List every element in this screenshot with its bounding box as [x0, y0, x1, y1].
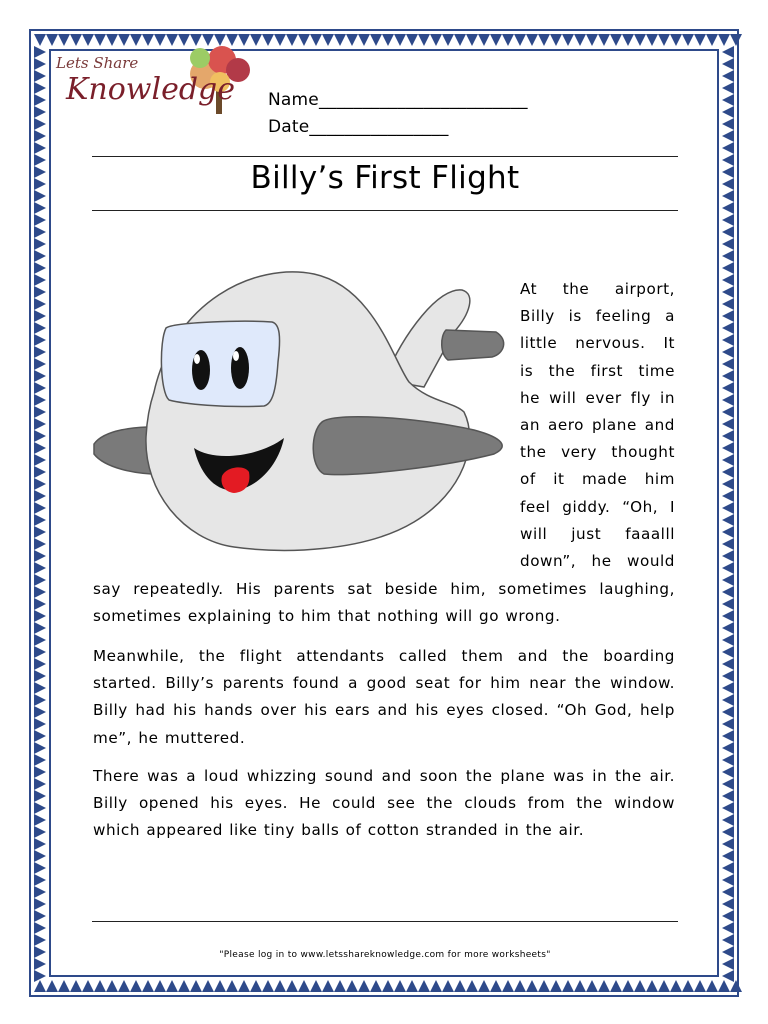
border-triangle: [722, 406, 734, 418]
border-triangle: [730, 34, 742, 46]
border-triangle: [34, 562, 46, 574]
border-triangle: [722, 370, 734, 382]
border-triangle: [722, 946, 734, 958]
border-triangle: [370, 980, 382, 992]
border-triangle: [34, 766, 46, 778]
border-triangle: [70, 980, 82, 992]
border-triangle: [34, 226, 46, 238]
border-triangle: [694, 980, 706, 992]
border-triangle: [286, 980, 298, 992]
border-triangle: [706, 34, 718, 46]
border-triangle: [34, 646, 46, 658]
border-triangle: [34, 706, 46, 718]
border-triangle: [34, 526, 46, 538]
border-triangle: [34, 46, 46, 58]
border-triangle: [34, 106, 46, 118]
border-triangle: [598, 34, 610, 46]
border-triangle: [722, 862, 734, 874]
border-triangle: [722, 106, 734, 118]
border-triangle: [34, 754, 46, 766]
border-triangle: [142, 980, 154, 992]
border-triangle: [34, 406, 46, 418]
border-triangle: [562, 34, 574, 46]
border-triangle: [34, 586, 46, 598]
border-triangle: [634, 980, 646, 992]
border-triangle: [34, 790, 46, 802]
border-triangle: [370, 34, 382, 46]
border-triangle: [646, 34, 658, 46]
border-triangle: [722, 118, 734, 130]
border-triangle: [34, 358, 46, 370]
border-triangle: [82, 980, 94, 992]
border-triangle: [382, 34, 394, 46]
border-triangle: [658, 980, 670, 992]
border-triangle: [722, 970, 734, 982]
border-triangle: [722, 814, 734, 826]
border-triangle: [722, 670, 734, 682]
border-triangle: [298, 34, 310, 46]
divider-bottom: [92, 921, 678, 922]
footer-note: "Please log in to www.letsshareknowledge.com for more worksheets": [219, 950, 551, 960]
border-triangle: [526, 34, 538, 46]
border-triangle: [722, 910, 734, 922]
logo-text-top: Lets Share: [56, 54, 139, 72]
border-triangle: [34, 838, 46, 850]
border-triangle: [34, 910, 46, 922]
border-triangle: [34, 574, 46, 586]
border-triangle: [722, 502, 734, 514]
story-line: feel giddy. “Oh, I: [520, 497, 675, 516]
border-triangle: [346, 34, 358, 46]
border-triangle: [334, 34, 346, 46]
border-triangle: [34, 980, 46, 992]
story-line: down”, he would: [520, 552, 675, 571]
border-triangle: [298, 980, 310, 992]
border-triangle: [34, 730, 46, 742]
border-triangle: [722, 334, 734, 346]
border-triangle: [34, 742, 46, 754]
border-triangle: [418, 980, 430, 992]
story-line: will just faaalll: [520, 524, 675, 543]
border-triangle: [34, 718, 46, 730]
border-triangle: [722, 274, 734, 286]
border-triangle: [722, 70, 734, 82]
border-triangle: [34, 934, 46, 946]
border-triangle: [722, 562, 734, 574]
border-triangle: [34, 154, 46, 166]
border-triangle: [722, 766, 734, 778]
border-triangle: [214, 980, 226, 992]
border-triangle: [454, 34, 466, 46]
border-triangle: [34, 238, 46, 250]
border-triangle: [442, 980, 454, 992]
border-triangle: [722, 550, 734, 562]
border-triangle: [722, 94, 734, 106]
border-triangle: [722, 298, 734, 310]
border-triangle: [346, 980, 358, 992]
border-triangle: [722, 466, 734, 478]
border-triangle: [190, 980, 202, 992]
border-triangle: [722, 190, 734, 202]
border-triangle: [722, 478, 734, 490]
page-title: Billy’s First Flight: [250, 160, 520, 196]
name-field-label: Name________________________: [268, 90, 528, 110]
border-triangle: [34, 298, 46, 310]
border-triangle: [34, 370, 46, 382]
border-triangle: [722, 454, 734, 466]
border-triangle: [722, 838, 734, 850]
border-triangle: [238, 980, 250, 992]
border-triangle: [34, 166, 46, 178]
border-triangle: [442, 34, 454, 46]
border-triangle: [34, 286, 46, 298]
border-triangle: [34, 94, 46, 106]
border-triangle: [514, 980, 526, 992]
border-triangle: [274, 980, 286, 992]
border-triangle: [34, 874, 46, 886]
border-triangle: [718, 980, 730, 992]
border-triangle: [34, 382, 46, 394]
border-triangle: [722, 886, 734, 898]
border-triangle: [34, 922, 46, 934]
border-triangle: [34, 430, 46, 442]
border-triangle: [34, 70, 46, 82]
border-triangle: [262, 34, 274, 46]
border-triangle: [154, 980, 166, 992]
border-triangle: [722, 250, 734, 262]
border-triangle: [722, 166, 734, 178]
story-line: the very thought: [520, 443, 675, 462]
border-triangle: [722, 442, 734, 454]
border-triangle: [478, 34, 490, 46]
border-triangle: [322, 34, 334, 46]
border-triangle: [646, 980, 658, 992]
border-triangle: [514, 34, 526, 46]
border-triangle: [34, 622, 46, 634]
story-paragraph-3: There was a loud whizzing sound and soon the plane was in the air. Billy opened his eyes. He could see the clouds from the window which appeared like tiny balls of cotton stranded in the air.: [93, 767, 675, 840]
border-triangle: [722, 598, 734, 610]
border-triangle: [394, 34, 406, 46]
border-triangle: [622, 980, 634, 992]
border-triangle: [46, 980, 58, 992]
border-triangle: [586, 980, 598, 992]
border-triangle: [722, 130, 734, 142]
border-triangle: [34, 454, 46, 466]
border-triangle: [34, 670, 46, 682]
border-triangle: [430, 34, 442, 46]
border-triangle: [34, 214, 46, 226]
border-triangle: [34, 958, 46, 970]
border-triangle: [610, 34, 622, 46]
border-triangle: [502, 980, 514, 992]
border-triangle: [706, 980, 718, 992]
border-triangle: [722, 574, 734, 586]
border-triangle: [722, 934, 734, 946]
border-triangle: [722, 634, 734, 646]
border-triangle: [722, 178, 734, 190]
border-triangle: [722, 958, 734, 970]
border-triangle: [34, 946, 46, 958]
border-triangle: [722, 286, 734, 298]
border-triangle: [34, 826, 46, 838]
border-triangle: [562, 980, 574, 992]
border-triangle: [634, 34, 646, 46]
border-triangle: [622, 34, 634, 46]
border-triangle: [382, 980, 394, 992]
border-triangle: [202, 980, 214, 992]
border-triangle: [406, 34, 418, 46]
border-triangle: [722, 802, 734, 814]
border-triangle: [502, 34, 514, 46]
border-triangle: [34, 658, 46, 670]
border-triangle: [322, 980, 334, 992]
divider-title: [92, 210, 678, 211]
divider-top: [92, 156, 678, 157]
border-triangle: [466, 34, 478, 46]
border-triangle: [34, 478, 46, 490]
border-triangle: [722, 322, 734, 334]
border-triangle: [34, 502, 46, 514]
border-triangle: [226, 980, 238, 992]
border-triangle: [34, 802, 46, 814]
border-triangle: [722, 58, 734, 70]
story-paragraph-1-right: [520, 276, 675, 575]
border-triangle: [34, 310, 46, 322]
border-triangle: [34, 850, 46, 862]
border-triangle: [34, 394, 46, 406]
border-triangle: [722, 430, 734, 442]
border-triangle: [722, 790, 734, 802]
border-triangle: [722, 394, 734, 406]
border-triangle: [722, 730, 734, 742]
border-triangle: [34, 178, 46, 190]
border-triangle: [722, 310, 734, 322]
border-triangle: [490, 980, 502, 992]
border-triangle: [722, 706, 734, 718]
border-triangle: [418, 34, 430, 46]
border-triangle: [406, 980, 418, 992]
border-triangle: [286, 34, 298, 46]
story-line: is the first time: [520, 361, 675, 380]
border-triangle: [394, 980, 406, 992]
border-triangle: [262, 980, 274, 992]
border-triangle: [722, 874, 734, 886]
border-triangle: [358, 34, 370, 46]
border-triangle: [722, 142, 734, 154]
border-triangle: [550, 34, 562, 46]
border-triangle: [334, 980, 346, 992]
border-triangle: [550, 980, 562, 992]
border-triangle: [250, 980, 262, 992]
story-paragraph-1-continued: say repeatedly. His parents sat beside him, sometimes laughing, sometimes explaining to him that nothing will go wrong.: [93, 580, 675, 626]
border-triangle: [34, 190, 46, 202]
border-triangle: [34, 598, 46, 610]
border-triangle: [34, 778, 46, 790]
border-triangle: [694, 34, 706, 46]
border-triangle: [34, 34, 46, 46]
border-triangle: [722, 382, 734, 394]
border-triangle: [34, 118, 46, 130]
border-triangle: [466, 980, 478, 992]
story-line: Billy is feeling a: [520, 307, 675, 326]
border-triangle: [34, 346, 46, 358]
border-triangle: [722, 490, 734, 502]
border-triangle: [34, 814, 46, 826]
border-triangle: [670, 34, 682, 46]
border-triangle: [722, 610, 734, 622]
logo-text-main: Knowledge: [66, 72, 235, 107]
border-triangle: [722, 922, 734, 934]
border-triangle: [34, 442, 46, 454]
border-triangle: [610, 980, 622, 992]
border-triangle: [34, 694, 46, 706]
border-triangle: [598, 980, 610, 992]
story-line: little nervous. It: [520, 334, 675, 353]
border-triangle: [34, 514, 46, 526]
story-line: of it made him: [520, 470, 675, 489]
border-triangle: [34, 202, 46, 214]
border-triangle: [34, 274, 46, 286]
border-triangle: [722, 514, 734, 526]
border-triangle: [118, 980, 130, 992]
border-triangle: [722, 538, 734, 550]
border-triangle: [722, 682, 734, 694]
border-triangle: [34, 490, 46, 502]
border-triangle: [34, 550, 46, 562]
story-line: he will ever fly in: [520, 388, 675, 407]
border-triangle: [34, 322, 46, 334]
border-triangle: [34, 262, 46, 274]
border-triangle: [178, 980, 190, 992]
border-triangle: [670, 980, 682, 992]
border-triangle: [722, 262, 734, 274]
border-triangle: [310, 34, 322, 46]
story-line: an aero plane and: [520, 416, 675, 435]
border-triangle: [722, 214, 734, 226]
border-triangle: [34, 538, 46, 550]
border-triangle: [34, 58, 46, 70]
border-triangle: [722, 46, 734, 58]
border-triangle: [538, 34, 550, 46]
border-triangle: [34, 862, 46, 874]
border-triangle: [34, 82, 46, 94]
border-triangle: [430, 980, 442, 992]
border-triangle: [722, 526, 734, 538]
border-triangle: [722, 418, 734, 430]
border-triangle: [722, 646, 734, 658]
border-triangle: [722, 898, 734, 910]
border-triangle: [34, 418, 46, 430]
border-triangle: [722, 358, 734, 370]
border-triangle: [274, 34, 286, 46]
border-triangle: [722, 622, 734, 634]
border-triangle: [34, 334, 46, 346]
border-triangle: [722, 694, 734, 706]
border-triangle: [34, 610, 46, 622]
border-triangle: [34, 682, 46, 694]
airplane-illustration: [84, 262, 509, 562]
border-triangle: [730, 980, 742, 992]
border-triangle: [94, 980, 106, 992]
border-triangle: [34, 466, 46, 478]
story-line: At the airport,: [520, 280, 675, 298]
border-triangle: [722, 826, 734, 838]
border-triangle: [586, 34, 598, 46]
border-triangle: [34, 886, 46, 898]
border-triangle: [722, 742, 734, 754]
border-triangle: [658, 34, 670, 46]
border-triangle: [454, 980, 466, 992]
border-triangle: [722, 778, 734, 790]
border-triangle: [718, 34, 730, 46]
border-triangle: [490, 34, 502, 46]
border-triangle: [722, 586, 734, 598]
border-triangle: [358, 980, 370, 992]
logo: [50, 44, 260, 132]
border-triangle: [166, 980, 178, 992]
border-triangle: [130, 980, 142, 992]
border-triangle: [722, 754, 734, 766]
border-triangle: [722, 82, 734, 94]
story-paragraph-2: Meanwhile, the flight attendants called them and the boarding started. Billy’s parents found a good seat for him near the window. Billy had his hands over his ears and his eyes closed. “Oh God, help me”, he muttered.: [93, 647, 675, 747]
border-triangle: [34, 142, 46, 154]
border-triangle: [722, 658, 734, 670]
border-triangle: [722, 226, 734, 238]
border-triangle: [106, 980, 118, 992]
border-triangle: [722, 202, 734, 214]
border-triangle: [526, 980, 538, 992]
border-triangle: [574, 980, 586, 992]
date-field-label: Date________________: [268, 117, 449, 137]
border-triangle: [34, 898, 46, 910]
border-triangle: [722, 718, 734, 730]
border-triangle: [722, 346, 734, 358]
border-triangle: [682, 980, 694, 992]
border-triangle: [34, 634, 46, 646]
border-triangle: [722, 154, 734, 166]
border-triangle: [574, 34, 586, 46]
border-triangle: [538, 980, 550, 992]
border-triangle: [34, 250, 46, 262]
border-triangle: [58, 980, 70, 992]
border-triangle: [310, 980, 322, 992]
border-triangle: [722, 850, 734, 862]
border-triangle: [34, 130, 46, 142]
border-triangle: [722, 238, 734, 250]
border-triangle: [682, 34, 694, 46]
border-triangle: [478, 980, 490, 992]
